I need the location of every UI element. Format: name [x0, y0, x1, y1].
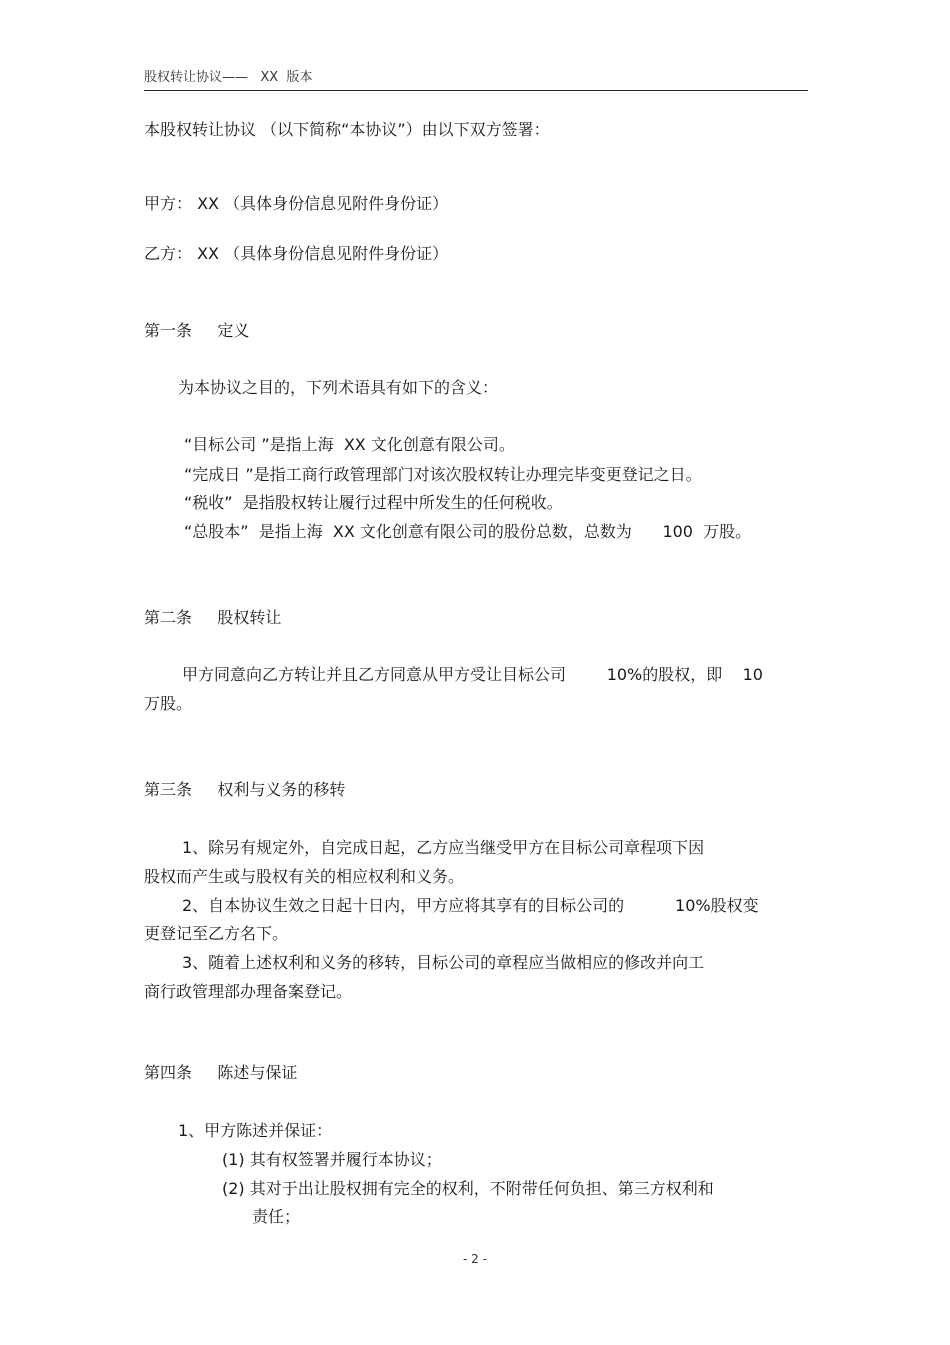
page-header	[144, 66, 808, 91]
article-2-text: 甲方同意向乙方转让并且乙方同意从甲方受让目标公司 10%的股权，即 10	[182, 665, 763, 684]
article-3-text: 股权而产生或与股权有关的相应权利和义务。	[144, 867, 465, 886]
article-3-text: 商行政管理部办理备案登记。	[144, 982, 353, 1001]
article-3-text: 2、自本协议生效之日起十日内，甲方应将其享有的目标公司的 10%股权变	[182, 896, 759, 915]
article-1-lead: 为本协议之目的，下列术语具有如下的含义：	[178, 378, 499, 397]
header-title: 股权转让协议—— XX 版本	[144, 70, 313, 85]
article-3-text: 更登记至乙方名下。	[144, 924, 289, 943]
warranty-item: 责任；	[252, 1207, 301, 1226]
warranty-item: (1) 其有权签署并履行本协议；	[222, 1150, 442, 1169]
article-3-text: 1、除另有规定外，自完成日起，乙方应当继受甲方在目标公司章程项下因	[182, 838, 705, 857]
party-b: 乙方： XX （具体身份信息见附件身份证）	[144, 244, 449, 263]
definition-item: “完成日 ”是指工商行政管理部门对该次股权转让办理完毕变更登记之日。	[184, 465, 702, 484]
intro-paragraph: 本股权转让协议 （以下简称“本协议”）由以下双方签署：	[144, 120, 550, 139]
warranty-item: (2) 其对于出让股权拥有完全的权利，不附带任何负担、第三方权利和	[222, 1179, 714, 1198]
article-3-text: 3、随着上述权利和义务的移转，目标公司的章程应当做相应的修改并向工	[182, 953, 705, 972]
definition-item: “总股本” 是指上海 XX 文化创意有限公司的股份总数，总数为 100 万股。	[184, 522, 752, 541]
article-1-heading: 第一条 定义	[144, 321, 250, 340]
article-2-heading: 第二条 股权转让	[144, 608, 282, 627]
definition-item: “目标公司 ”是指上海 XX 文化创意有限公司。	[184, 435, 515, 454]
article-4-subheading: 1、甲方陈述并保证：	[178, 1121, 333, 1140]
article-4-heading: 第四条 陈述与保证	[144, 1063, 298, 1082]
article-3-heading: 第三条 权利与义务的移转	[144, 780, 346, 799]
article-2-text: 万股。	[144, 694, 193, 713]
definition-item: “税收” 是指股权转让履行过程中所发生的任何税收。	[184, 493, 563, 512]
page-number: - 2 -	[463, 1252, 487, 1266]
party-a: 甲方： XX （具体身份信息见附件身份证）	[144, 194, 449, 213]
